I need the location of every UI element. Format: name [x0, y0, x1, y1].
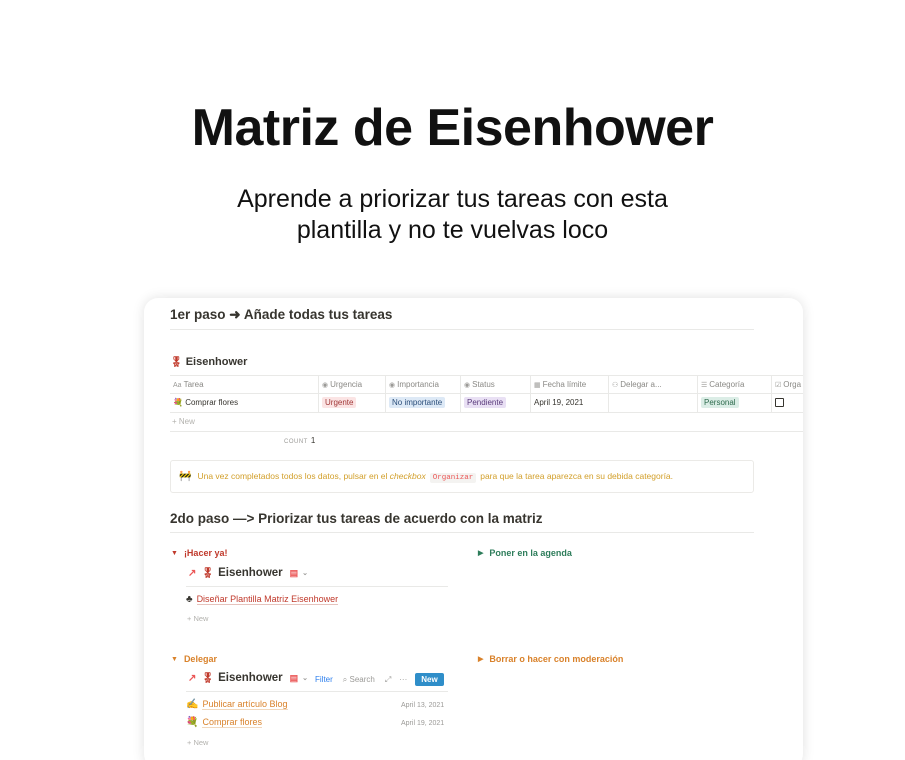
- medal-icon: 🎖: [170, 357, 183, 368]
- calendar-icon: ▦: [534, 382, 541, 389]
- column-label: Urgencia: [330, 380, 363, 389]
- list-icon: ☰: [701, 382, 708, 389]
- select-icon: ◉: [464, 382, 471, 389]
- club-icon: ♣: [186, 594, 193, 605]
- column-label: Delegar a...: [620, 380, 662, 389]
- writing-hand-icon: ✍: [186, 699, 199, 710]
- column-header-tarea[interactable]: [170, 376, 319, 393]
- toggle-label: Borrar o hacer con moderación: [489, 654, 624, 664]
- triangle-right-icon: ▶: [478, 550, 484, 557]
- linked-view-title: Eisenhower: [218, 567, 283, 579]
- callout-text-after: para que la tarea aparezca en su debida categoría.: [480, 471, 674, 481]
- medal-icon: 🎖: [201, 672, 215, 684]
- callout-text: [197, 471, 673, 482]
- column-label: Categoría: [709, 380, 745, 389]
- step2-heading: 2do paso —> Priorizar tus tareas de acuerdo con la matriz: [170, 511, 543, 526]
- search-button[interactable]: [343, 675, 375, 685]
- column-header-categoria[interactable]: [698, 376, 772, 393]
- list-view-icon[interactable]: ▤: [289, 567, 299, 578]
- list-item-label: Comprar flores: [202, 717, 262, 727]
- column-header-importancia[interactable]: [386, 376, 461, 393]
- toggle-borrar[interactable]: [478, 654, 623, 664]
- column-header-fecha[interactable]: [531, 376, 609, 393]
- select-icon: ◉: [322, 382, 329, 389]
- search-label: Search: [349, 674, 375, 684]
- link-arrow-icon: ↗: [188, 672, 197, 684]
- column-label: Importancia: [397, 380, 439, 389]
- toggle-label: Poner en la agenda: [489, 548, 572, 558]
- cell-delegar[interactable]: [609, 394, 698, 412]
- callout-text-before: Una vez completados todos los datos, pulsar en el: [197, 471, 388, 481]
- cell-text: Comprar flores: [185, 398, 239, 407]
- search-icon: ⌕: [342, 674, 348, 684]
- toggle-hacer-ya[interactable]: [171, 548, 227, 558]
- count-summary[interactable]: [284, 436, 316, 445]
- construction-icon: 🚧: [179, 471, 192, 482]
- organizar-checkbox[interactable]: [775, 398, 784, 407]
- list-item-label: Diseñar Plantilla Matriz Eisenhower: [196, 594, 339, 604]
- checkbox-icon: ☑: [775, 382, 782, 389]
- cell-categoria[interactable]: [698, 394, 772, 412]
- triangle-right-icon: ▶: [478, 656, 484, 663]
- toggle-poner-en-agenda[interactable]: [478, 548, 572, 558]
- item-date: April 19, 2021: [401, 720, 445, 727]
- divider: [170, 532, 754, 533]
- tag-status: Pendiente: [464, 397, 506, 408]
- database-table: [170, 375, 803, 413]
- hero-title: Matriz de Eisenhower: [191, 99, 714, 157]
- list-item[interactable]: [186, 699, 288, 710]
- view-toolbar: [315, 673, 444, 686]
- triangle-down-icon: ▼: [171, 655, 178, 663]
- divider: [186, 586, 448, 587]
- table-new-row-button[interactable]: + New: [172, 417, 195, 426]
- flowers-icon: 💐: [186, 717, 199, 728]
- chevron-down-icon[interactable]: ⌄: [302, 675, 309, 682]
- cell-status[interactable]: [461, 394, 531, 412]
- divider: [186, 691, 448, 692]
- cell-organizar[interactable]: [772, 394, 803, 412]
- count-value: 1: [310, 436, 316, 445]
- cell-fecha[interactable]: April 19, 2021: [531, 394, 609, 412]
- column-header-organizar[interactable]: [772, 376, 803, 393]
- toggle-label: Delegar: [183, 654, 217, 664]
- column-header-delegar[interactable]: [609, 376, 698, 393]
- cell-importancia[interactable]: [386, 394, 461, 412]
- list-view-icon[interactable]: ▤: [289, 672, 299, 683]
- medal-icon: 🎖: [201, 567, 215, 579]
- select-icon: ◉: [389, 382, 396, 389]
- list-item-label: Publicar artículo Blog: [202, 699, 288, 709]
- toggle-delegar[interactable]: [171, 654, 217, 664]
- hero-subtitle-line-2: plantilla y no te vuelvas loco: [296, 216, 609, 244]
- database-title[interactable]: [170, 356, 247, 368]
- hero-subtitle-line-1: Aprende a priorizar tus tareas con esta: [237, 185, 668, 213]
- linked-view-title: Eisenhower: [218, 672, 283, 684]
- list-item[interactable]: [186, 594, 338, 605]
- linked-view-hacer[interactable]: [188, 567, 308, 579]
- link-arrow-icon: ↗: [188, 567, 197, 579]
- linked-view-delegar[interactable]: [188, 672, 308, 684]
- triangle-down-icon: ▼: [171, 549, 178, 557]
- new-item-button[interactable]: + New: [187, 614, 209, 623]
- column-header-status[interactable]: [461, 376, 531, 393]
- database-title-text: Eisenhower: [185, 356, 248, 368]
- notion-page-card: [144, 298, 803, 760]
- column-label: Status: [472, 380, 495, 389]
- tag-categoria: Personal: [701, 397, 739, 408]
- column-label: Tarea: [183, 380, 204, 389]
- divider: [170, 329, 754, 330]
- text-icon: Aa: [173, 382, 182, 389]
- hero-subtitle: [0, 184, 905, 246]
- person-icon: ⚇: [612, 382, 619, 389]
- callout-block: [170, 460, 754, 493]
- tag-importancia: No importante: [389, 397, 445, 408]
- table-header-row: [170, 375, 803, 394]
- tag-urgencia: Urgente: [322, 397, 356, 408]
- cell-urgencia[interactable]: [319, 394, 386, 412]
- table-footer: [170, 431, 803, 443]
- count-label: COUNT: [284, 439, 308, 445]
- filter-button[interactable]: Filter: [315, 675, 333, 684]
- toggle-label: ¡Hacer ya!: [183, 548, 228, 558]
- item-date: April 13, 2021: [401, 702, 445, 709]
- column-label: Fecha límite: [542, 380, 587, 389]
- callout-code: Organizar: [430, 473, 477, 483]
- chevron-down-icon[interactable]: ⌄: [302, 570, 309, 577]
- expand-icon[interactable]: ⤢: [384, 674, 392, 684]
- step1-heading: 1er paso ➜ Añade todas tus tareas: [170, 307, 393, 322]
- new-item-button[interactable]: + New: [187, 738, 209, 747]
- column-label: Orga: [783, 380, 802, 389]
- new-button[interactable]: New: [415, 673, 443, 686]
- list-item[interactable]: [186, 717, 262, 728]
- callout-italic: checkbox: [389, 471, 426, 481]
- column-header-urgencia[interactable]: [319, 376, 386, 393]
- more-icon[interactable]: ···: [399, 675, 408, 684]
- table-row[interactable]: [170, 394, 803, 413]
- flowers-icon: 💐: [173, 398, 183, 407]
- cell-tarea[interactable]: [170, 394, 319, 412]
